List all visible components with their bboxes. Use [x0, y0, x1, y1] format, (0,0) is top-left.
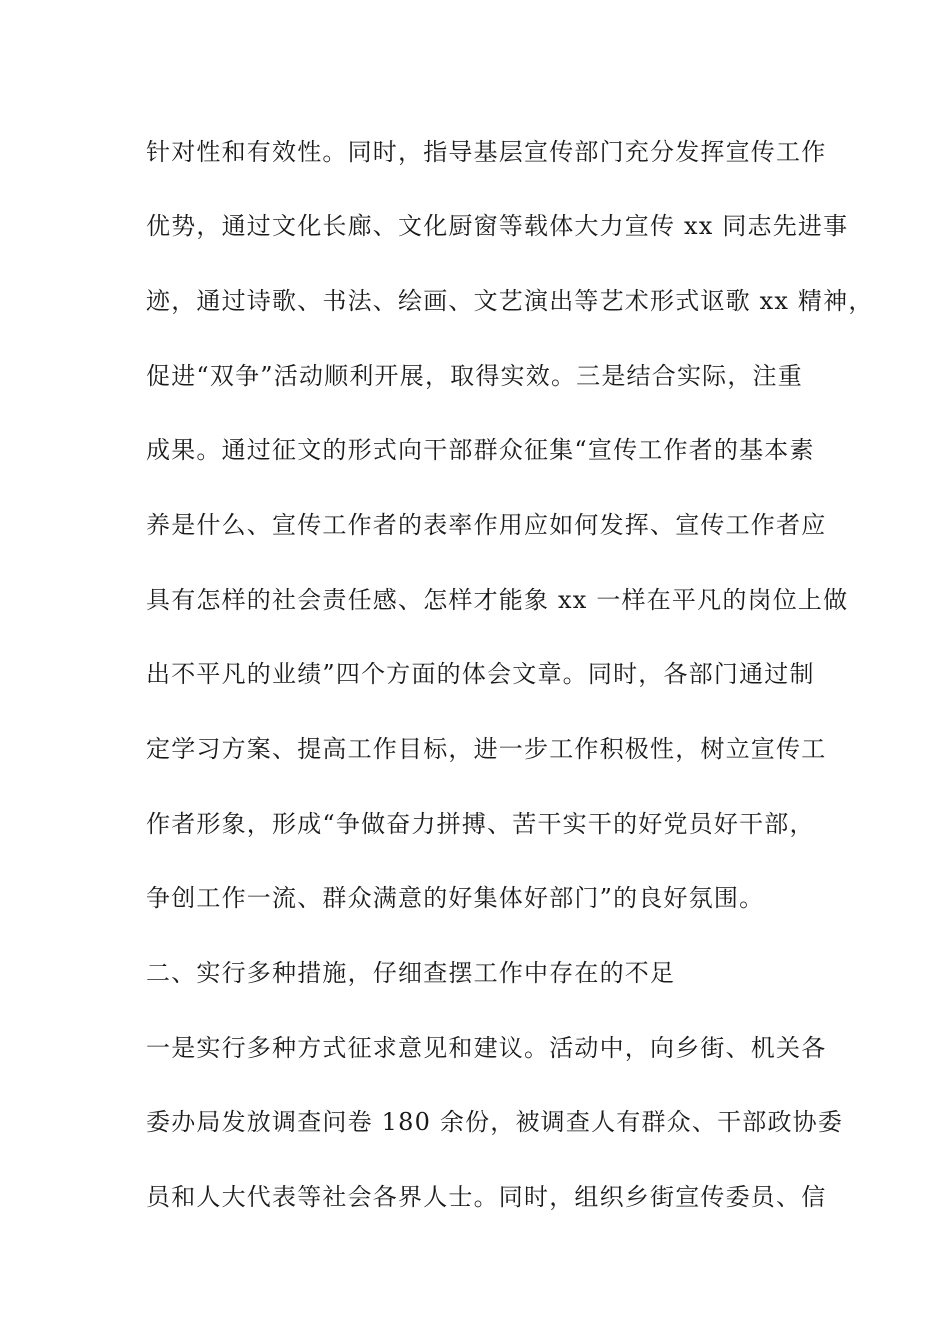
body-text-line: 争创工作一流、群众满意的好集体好部门”的良好氛围。 — [146, 884, 765, 912]
body-text-line: 具有怎样的社会责任感、怎样才能象 xx 一样在平凡的岗位上做 — [146, 586, 849, 614]
body-text-line: 员和人大代表等社会各界人士。同时，组织乡街宣传委员、信 — [146, 1183, 827, 1211]
body-text-line: 委办局发放调查问卷 180 余份，被调查人有群众、干部政协委 — [146, 1108, 844, 1136]
body-text-line: 养是什么、宣传工作者的表率作用应如何发挥、宣传工作者应 — [146, 511, 827, 539]
body-text-line: 作者形象，形成“争做奋力拼搏、苦干实干的好党员好干部， — [146, 810, 815, 838]
body-text-line: 促进“双争”活动顺利开展，取得实效。三是结合实际，注重 — [146, 362, 803, 390]
body-text-line: 迹，通过诗歌、书法、绘画、文艺演出等艺术形式讴歌 xx 精神， — [146, 287, 874, 315]
body-text-line: 一是实行多种方式征求意见和建议。活动中，向乡街、机关各 — [146, 1034, 827, 1062]
body-text-line: 出不平凡的业绩”四个方面的体会文章。同时，各部门通过制 — [146, 660, 815, 688]
body-text-line: 定学习方案、提高工作目标，进一步工作积极性，树立宣传工 — [146, 735, 827, 763]
section-heading: 二、实行多种措施，仔细查摆工作中存在的不足 — [146, 959, 676, 987]
body-text-line: 针对性和有效性。同时，指导基层宣传部门充分发挥宣传工作 — [146, 138, 827, 166]
body-text-line: 优势，通过文化长廊、文化厨窗等载体大力宣传 xx 同志先进事 — [146, 212, 849, 240]
body-text-line: 成果。通过征文的形式向干部群众征集“宣传工作者的基本素 — [146, 436, 815, 464]
